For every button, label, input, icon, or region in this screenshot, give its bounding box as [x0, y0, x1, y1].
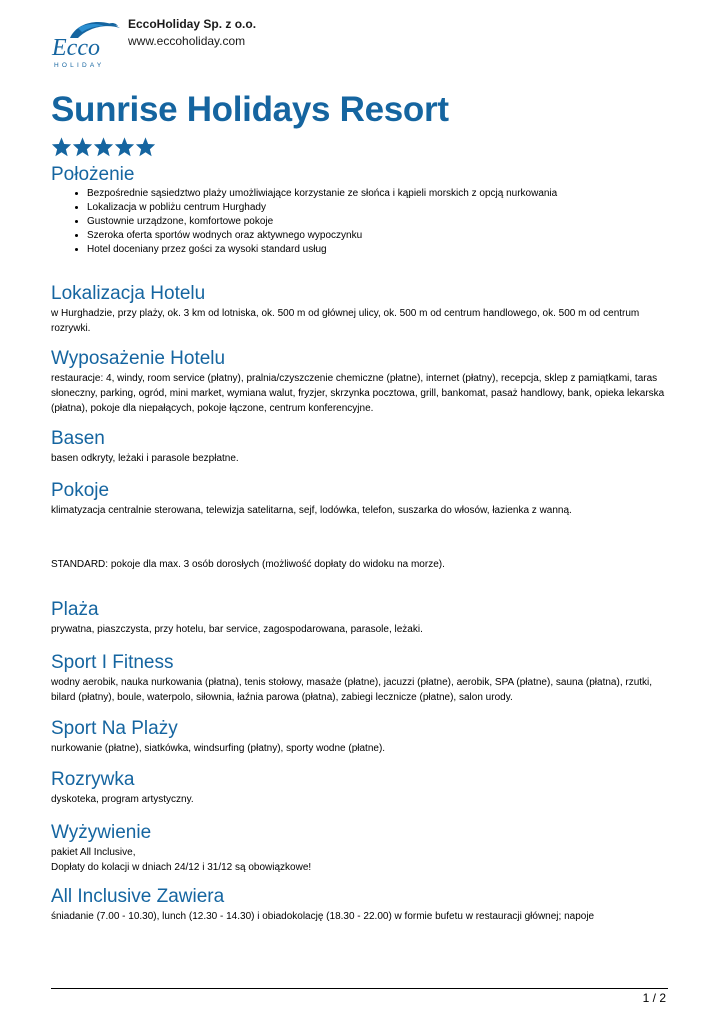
section-plaza: [51, 598, 671, 651]
section-text: Dopłaty do kolacji w dniach 24/12 i 31/12 są obowiązkowe!: [51, 862, 312, 873]
list-item: • Szeroka oferta sportów wodnych oraz aktywnego wypoczynku: [87, 229, 671, 243]
section-text: dyskoteka, program artystyczny.: [51, 794, 194, 805]
section-text: prywatna, piaszczysta, przy hotelu, bar service, zagospodarowana, parasole, leżaki.: [51, 624, 423, 635]
section-all-inclusive: [51, 885, 671, 924]
section-heading: Wyżywienie: [51, 822, 152, 843]
section-sport: [51, 651, 671, 717]
section-polozenie: [51, 163, 671, 282]
section-heading: Lokalizacja Hotelu: [51, 283, 206, 304]
section-heading: All Inclusive Zawiera: [51, 886, 225, 907]
star-rating: [51, 136, 156, 158]
section-sport-plaza: [51, 717, 671, 768]
feature-list: [51, 187, 671, 257]
star-icon: [72, 136, 93, 158]
section-rozrywka: [51, 768, 671, 821]
section-text: wodny aerobik, nauka nurkowania (płatna), tenis stołowy, masaże (płatne), jacuzzi (płatne), aerobik, SPA (płatne), sauna (płatna), rzutki, bilard (płatny), boule, waterpolo, siłownia, łaźnia parowa (płatna), zabiegi lecznicze (płatne), salon urody.: [51, 677, 653, 703]
section-text: pakiet All Inclusive,: [51, 847, 136, 858]
page-number: 1 / 2: [642, 991, 666, 1005]
star-icon: [114, 136, 135, 158]
company-website: www.eccoholiday.com: [128, 34, 246, 48]
section-heading: Wyposażenie Hotelu: [51, 348, 226, 369]
section-pokoje: [51, 479, 671, 598]
list-item: • Gustownie urządzone, komfortowe pokoje: [87, 215, 671, 229]
list-item: • Bezpośrednie sąsiedztwo plaży umożliwiające korzystanie ze słońca i kąpieli morskich z opcją nurkowania: [87, 187, 671, 201]
company-name: EccoHoliday Sp. z o.o.: [128, 17, 257, 31]
svg-text:HOLIDAY: HOLIDAY: [54, 62, 105, 69]
section-basen: [51, 427, 671, 479]
section-text: w Hurghadzie, przy plaży, ok. 3 km od lotniska, ok. 500 m od głównej ulicy, ok. 500 m od centrum handlowego, ok. 500 m od centrum rozrywki.: [51, 308, 640, 334]
section-heading: Położenie: [51, 164, 135, 185]
svg-text:Ecco: Ecco: [52, 35, 100, 61]
section-heading: Rozrywka: [51, 769, 135, 790]
section-text: basen odkryty, leżaki i parasole bezpłatne.: [51, 453, 239, 464]
page-header: [48, 14, 668, 74]
section-heading: Pokoje: [51, 480, 110, 501]
list-item: • Hotel doceniany przez gości za wysoki standard usług: [87, 243, 671, 257]
section-text: śniadanie (7.00 - 10.30), lunch (12.30 - 14.30) i obiadokolację (18.30 - 22.00) w formie bufetu w restauracji głównej; napoje: [51, 911, 595, 922]
star-icon: [93, 136, 114, 158]
star-icon: [51, 136, 72, 158]
hotel-title: Sunrise Holidays Resort: [51, 90, 449, 129]
section-text: STANDARD: pokoje dla max. 3 osób dorosłych (możliwość dopłaty do widoku na morze).: [51, 559, 445, 570]
section-wyposazenie: [51, 347, 671, 427]
footer-divider: [51, 988, 668, 989]
section-heading: Sport I Fitness: [51, 652, 174, 673]
star-icon: [135, 136, 156, 158]
ecco-holiday-logo: [48, 14, 126, 70]
section-heading: Basen: [51, 428, 105, 449]
section-heading: Sport Na Plaży: [51, 718, 178, 739]
list-item: • Lokalizacja w pobliżu centrum Hurghady: [87, 201, 671, 215]
document-content: [51, 163, 671, 924]
section-text: nurkowanie (płatne), siatkówka, windsurfing (płatny), sporty wodne (płatne).: [51, 743, 386, 754]
section-lokalizacja: [51, 282, 671, 347]
section-text: klimatyzacja centralnie sterowana, telewizja satelitarna, sejf, lodówka, telefon, suszarka do włosów, łazienka z wanną.: [51, 505, 572, 516]
section-heading: Plaża: [51, 599, 99, 620]
section-text: restauracje: 4, windy, room service (płatny), pralnia/czyszczenie chemiczne (płatne), internet (płatny), recepcja, sklep z pamiątkami, taras słoneczny, parking, ogród, mini market, wymiana walut, fryzjer, skrzynka pocztowa, grill, bankomat, pasaż handlowy, bank, opieka lekarska (płatna), pokoje dla niepałących, pokoje łączone, centrum konferencyjne.: [51, 373, 665, 414]
section-wyzywienie: [51, 821, 671, 885]
